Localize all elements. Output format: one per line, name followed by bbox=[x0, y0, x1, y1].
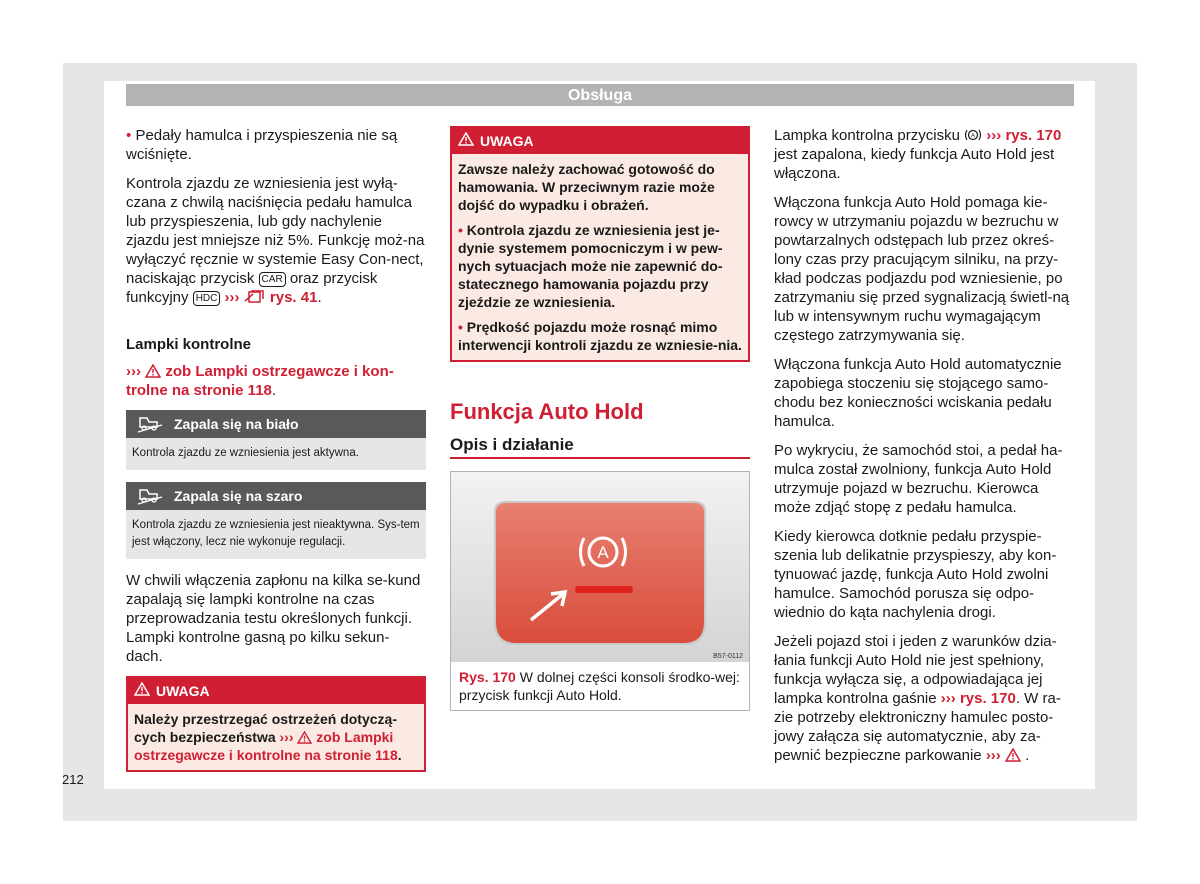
figure-caption bbox=[451, 662, 749, 710]
caption-label: Rys. 170 bbox=[459, 669, 516, 685]
column-left bbox=[126, 126, 426, 786]
xref-link[interactable]: zob Lampki ostrzegawcze i kon-trolne na stronie 118 bbox=[126, 363, 394, 399]
ref-arrows: ››› bbox=[126, 363, 141, 380]
auto-hold-button-image bbox=[451, 472, 749, 662]
ref-arrows: ››› bbox=[224, 289, 240, 306]
subsection-title: Opis i działanie bbox=[450, 435, 750, 459]
bullet-text: Pedały hamulca i przyspieszenia nie są wciśnięte. bbox=[126, 127, 398, 163]
hdc-button-icon: HDC bbox=[193, 291, 221, 306]
warning-box-left bbox=[126, 676, 426, 772]
figure-170 bbox=[450, 471, 750, 711]
lamp-gray-description: Kontrola zjazdu ze wzniesienia jest nieaktywna. Sys-tem jest włączony, lecz nie wykonuje regulacji. bbox=[126, 510, 426, 559]
auto-hold-symbol: A bbox=[597, 543, 609, 562]
lamp-gray-title: Zapala się na szaro bbox=[174, 487, 303, 504]
lamp-white-title: Zapala się na biało bbox=[174, 415, 299, 432]
warning-triangle-icon bbox=[458, 132, 474, 151]
body-paragraph: Włączona funkcja Auto Hold automatycznie zapobiega stoczeniu się stojącego samo-chodu bez konieczności wciskania pedału hamulca. bbox=[774, 356, 1062, 430]
car-button-icon: CAR bbox=[259, 272, 286, 287]
lamp-white-header bbox=[126, 410, 426, 438]
xref-paragraph: ››› zob Lampki ostrzegawcze i kon-trolne na stronie 118. bbox=[126, 363, 394, 399]
warning-header bbox=[452, 128, 748, 154]
figure-code: B57-0112 bbox=[713, 653, 743, 660]
warning-text: Należy przestrzegać ostrzeżeń dotyczą-cych bezpieczeństwa ››› zob Lampki ostrzegawcze i kontrolne na stronie 118. bbox=[134, 711, 402, 763]
section-title: Funkcja Auto Hold bbox=[450, 399, 644, 424]
bullet-icon: • bbox=[458, 222, 463, 238]
lamp-description-paragraph: Lampka kontrolna przycisku A ››› rys. 170 jest zapalona, kiedy funkcja Auto Hold jest włączona. bbox=[774, 127, 1062, 182]
bullet-icon: • bbox=[458, 319, 463, 335]
bullet-paragraph bbox=[126, 126, 426, 164]
caption-text: W dolnej części konsoli środko-wej: przycisk funkcji Auto Hold. bbox=[459, 669, 740, 703]
warning-triangle-icon bbox=[134, 682, 150, 701]
figure-ref-link[interactable]: rys. 170 bbox=[1005, 127, 1062, 144]
warning-box-middle bbox=[450, 126, 750, 362]
section-subheading: Lampki kontrolne bbox=[126, 336, 252, 353]
warning-triangle-icon bbox=[297, 729, 316, 745]
column-right bbox=[774, 126, 1077, 775]
body-paragraph: Kiedy kierowca dotknie pedału przyspie-szenia lub delikatnie przyspieszy, aby kon-tynuować jazdę, funkcja Auto Hold zwolni hamulce. Samochód porusza się odpo-wiednio do kąta nachylenia drogi. bbox=[774, 528, 1057, 621]
warning-title: UWAGA bbox=[480, 132, 534, 149]
auto-hold-icon bbox=[964, 127, 986, 144]
warning-header bbox=[128, 678, 424, 704]
body-paragraph: Jeżeli pojazd stoi i jeden z warunków dzia-łania funkcji Auto Hold nie jest spełniony, funkcja wyłącza się, a odpowiadająca jej lampka kontrolna gaśnie ››› rys. 170. W ra-zie potrzeby elektroniczny hamulec posto-jowy załącza się automatycznie, aby za-pewnić bezpieczne parkowanie ››› . bbox=[774, 633, 1061, 764]
chapter-header: Obsługa bbox=[126, 84, 1074, 106]
body-paragraph: Włączona funkcja Auto Hold pomaga kie-rowcy w utrzymaniu pojazdu w bezruchu w powtarzalnych odstępach lub przez okreś-lony czas przy pracującym silniku, na przy-kład podczas podjazdu pod wzniesienie, po zatrzymaniu się przed sygnalizacją świetl-ną lub w intensywnym ruchu wymagającym częstego zatrzymywania się. bbox=[774, 194, 1070, 344]
svg-text:A: A bbox=[971, 133, 976, 140]
warning-bullet: • Kontrola zjazdu ze wzniesienia jest je-dynie systemem pomocniczym i w pew-nych sytuacjach może nie zapewnić do-statecznego hamowania pojazdu przy zjeździe ze wzniesienia. bbox=[458, 222, 723, 310]
warning-text bbox=[452, 154, 748, 360]
lamp-white-description: Kontrola zjazdu ze wzniesienia jest aktywna. bbox=[126, 438, 426, 470]
column-middle bbox=[450, 126, 750, 711]
page-number: 212 bbox=[62, 772, 84, 787]
lamp-test-paragraph: W chwili włączenia zapłonu na kilka se-kund zapalają się lampki kontrolne na czas przeprowadzania testu określonych funkcji. Lampki kontrolne gasną po kilku sekun-dach. bbox=[126, 572, 421, 665]
bullet-icon: • bbox=[126, 127, 132, 144]
warning-bullet: • Prędkość pojazdu może rosnąć mimo interwencji kontroli zjazdu ze wzniesie-nia. bbox=[458, 319, 742, 353]
figure-ref-link[interactable]: rys. 170 bbox=[959, 690, 1016, 707]
lamp-gray-header bbox=[126, 482, 426, 510]
warning-triangle-icon[interactable] bbox=[1005, 747, 1025, 764]
warning-xref-link[interactable]: zob Lampki ostrzegawcze i kontrolne na stronie 118 bbox=[134, 729, 398, 763]
warning-triangle-icon bbox=[145, 363, 165, 380]
figure-ref-icon bbox=[244, 289, 270, 306]
figure-ref-link[interactable]: rys. 41 bbox=[269, 289, 318, 306]
warning-title: UWAGA bbox=[156, 682, 210, 699]
hdc-deactivation-paragraph: Kontrola zjazdu ze wzniesienia jest wyłą-czana z chwilą naciśnięcia pedału hamulca lub przyspieszenia, lub gdy nachylenie zjazdu jest mniejsze niż 5%. Funkcję moż-na wyłączyć ręcznie w systemie Easy Con-nect, naciskając przycisk CAR oraz przycisk funkcyjny HDC ››› rys. 41. bbox=[126, 175, 425, 306]
warning-paragraph: Zawsze należy zachować gotowość do hamowania. W przeciwnym razie może dojść do wypadku i obrażeń. bbox=[458, 161, 715, 213]
hill-descent-lamp-icon bbox=[126, 414, 174, 434]
body-paragraph: Po wykryciu, że samochód stoi, a pedał ha-mulca został zwolniony, funkcja Auto Hold utrzymuje pojazd w bezruchu. Kierowca może zdjąć stopę z pedału hamulca. bbox=[774, 442, 1063, 516]
hill-descent-lamp-icon bbox=[126, 486, 174, 506]
